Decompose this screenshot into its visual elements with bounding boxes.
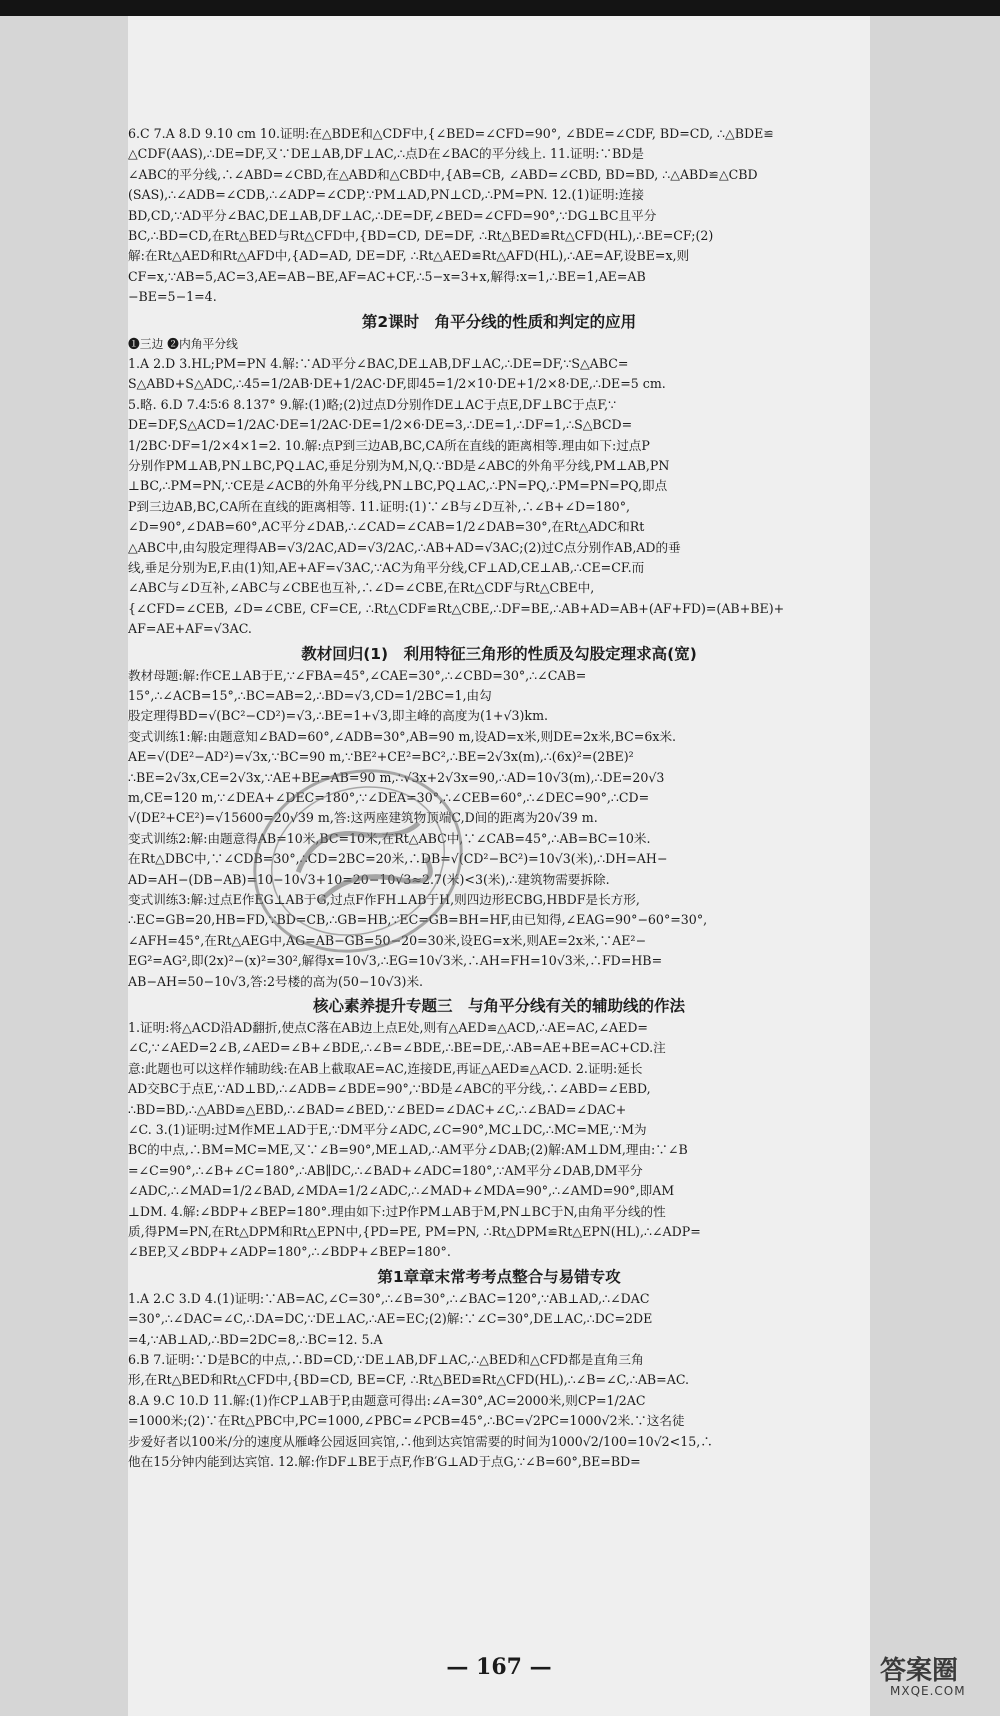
answer-line: ∴EC=GB=20,HB=FD,∵BD=CB,∴GB=HB,∵EC=GB=BH=HF,由已知得,∠EAG=90°−60°=30°, [128, 912, 708, 928]
page-number: — 167 — [446, 1654, 552, 1680]
answer-line: AF=AE+AF=√3AC. [128, 621, 252, 637]
answer-line: ❶三边 ❷内角平分线 [128, 336, 238, 351]
section-heading: 核心素养提升专题三 与角平分线有关的辅助线的作法 [312, 997, 685, 1015]
answer-line: ∴BD=BD,∴△ABD≌△EBD,∴∠BAD=∠BED,∵∠BED=∠DAC+∠C,∴∠BAD=∠DAC+ [128, 1101, 627, 1117]
answer-line: ∴BE=2√3x,CE=2√3x,∵AE+BE=AB=90 m,∴√3x+2√3x=90,∴AD=10√3(m),∴DE=20√3 [128, 769, 665, 785]
answer-line: BC的中点,∴BM=MC=ME,又∵∠B=90°,ME⊥AD,∴AM平分∠DAB;(2)解:AM⊥DM,理由:∵∠B [128, 1142, 688, 1158]
top-border [0, 0, 1000, 16]
answer-line: (SAS),∴∠ADB=∠CDB,∴∠ADP=∠CDP,∵PM⊥AD,PN⊥CD,∴PM=PN. 12.(1)证明:连接 [128, 187, 644, 203]
answer-line: √(DE²+CE²)=√15600=20√39 m,答:这两座建筑物顶端C,D间的距离为20√39 m. [128, 810, 598, 826]
answer-line: S△ABD+S△ADC,∴45=1/2AB·DE+1/2AC·DF,即45=1/2×10·DE+1/2×8·DE,∴DE=5 cm. [128, 376, 666, 392]
answer-line: 1.A 2.D 3.HL;PM=PN 4.解:∵AD平分∠BAC,DE⊥AB,DF⊥AC,∴DE=DF,∵S△ABC= [128, 356, 629, 371]
answer-line: ∠AFH=45°,在Rt△AEG中,AG=AB−GB=50−20=30米,设EG=x米,则AE=2x米,∵AE²− [128, 932, 646, 948]
answer-line: 1.证明:将△ACD沿AD翻折,使点C落在AB边上点E处,则有△AED≌△ACD,∴AE=AC,∠AED= [128, 1020, 648, 1035]
answer-line: 质,得PM=PN,在Rt△DPM和Rt△EPN中,{PD=PE, PM=PN, ∴Rt△DPM≌Rt△EPN(HL),∴∠ADP= [128, 1224, 701, 1239]
answer-line: 解:在Rt△AED和Rt△AFD中,{AD=AD, DE=DF, ∴Rt△AED≌Rt△AFD(HL),∴AE=AF,设BE=x,则 [128, 248, 690, 264]
answer-line: 变式训练1:解:由题意知∠BAD=60°,∠ADB=30°,AB=90 m,设AD=x米,则DE=2x米,BC=6x米. [128, 728, 677, 744]
answer-line: 形,在Rt△BED和Rt△CFD中,{BD=CD, BE=CF, ∴Rt△BED≌Rt△CFD(HL),∴∠B=∠C,∴AB=AC. [128, 1372, 690, 1388]
answer-line: ∠BEP,又∠BDP+∠ADP=180°,∴∠BDP+∠BEP=180°. [128, 1244, 451, 1260]
answer-line: ⊥DM. 4.解:∠BDP+∠BEP=180°.理由如下:过P作PM⊥AB于M,PN⊥BC于N,由角平分线的性 [128, 1203, 666, 1219]
answer-line: =1000米;(2)∵在Rt△PBC中,PC=1000,∠PBC=∠PCB=45°,∴BC=√2PC=1000√2米.∵这名徒 [128, 1413, 685, 1429]
answer-line: 他在15分钟内能到达宾馆. 12.解:作DF⊥BE于点F,作B′G⊥AD于点G,∵∠B=60°,BE=BD= [128, 1454, 641, 1469]
answer-page [128, 16, 870, 1716]
answer-line: AE=√(DE²−AD²)=√3x,∵BC=90 m,∵BE²+CE²=BC²,∴BE=2√3x(m),∴(6x)²=(2BE)² [128, 749, 634, 765]
answer-line: {∠CFD=∠CEB, ∠D=∠CBE, CF=CE, ∴Rt△CDF≌Rt△CBE,∴DF=BE,∴AB+AD=AB+(AF+FD)=(AB+BE)+ [128, 600, 785, 616]
answer-line: 1/2BC·DF=1/2×4×1=2. 10.解:点P到三边AB,BC,CA所在直线的距离相等.理由如下:过点P [128, 437, 650, 453]
answer-line: △ABC中,由勾股定理得AB=√3/2AC,AD=√3/2AC,∴AB+AD=√3AC;(2)过C点分别作AB,AD的垂 [128, 539, 681, 555]
site-watermark [880, 1650, 992, 1710]
watermark-url: MXQE.COM [890, 1684, 966, 1698]
answer-line: 5.略. 6.D 7.4∶5∶6 8.137° 9.解:(1)略;(2)过点D分别作DE⊥AC于点E,DF⊥BC于点F,∵ [128, 396, 617, 412]
answer-line: BC,∴BD=CD,在Rt△BED与Rt△CFD中,{BD=CD, DE=DF, ∴Rt△BED≌Rt△CFD(HL),∴BE=CF;(2) [128, 228, 714, 243]
answer-line: 教材母题:解:作CE⊥AB于E,∵∠FBA=45°,∠CAE=30°,∴∠CBD=30°,∴∠CAB= [128, 667, 587, 683]
answer-line: =∠C=90°,∴∠B+∠C=180°,∴AB∥DC,∴∠BAD+∠ADC=180°,∵AM平分∠DAB,DM平分 [128, 1162, 643, 1178]
answer-line: CF=x,∵AB=5,AC=3,AE=AB−BE,AF=AC+CF,∴5−x=3+x,解得:x=1,∴BE=1,AE=AB [128, 268, 646, 284]
section-heading: 教材回归(1) 利用特征三角形的性质及勾股定理求高(宽) [301, 644, 697, 663]
answer-line: ∠C. 3.(1)证明:过M作ME⊥AD于E,∵DM平分∠ADC,∠C=90°,MC⊥DC,∴MC=ME,∵M为 [128, 1122, 647, 1137]
answer-line: m,CE=120 m,∵∠DEA+∠DEC=180°,∵∠DEA=30°,∴∠CEB=60°,∴∠DEC=90°,∴CD= [128, 790, 650, 805]
answer-line: 6.C 7.A 8.D 9.10 cm 10.证明:在△BDE和△CDF中,{∠BED=∠CFD=90°, ∠BDE=∠CDF, BD=CD, ∴△BDE≌ [128, 126, 774, 141]
answer-line: 意:此题也可以这样作辅助线:在AB上截取AE=AC,连接DE,再证△AED≌△ACD. 2.证明:延长 [128, 1060, 643, 1076]
answer-line: ⊥BC,∴PM=PN,∵CE是∠ACB的外角平分线,PN⊥BC,PQ⊥AC,∴PN=PQ,∴PM=PN=PQ,即点 [128, 478, 668, 494]
answer-line: 股定理得BD=√(BC²−CD²)=√3,∴BE=1+√3,即主峰的高度为(1+√3)km. [128, 708, 549, 724]
answer-line: 变式训练2:解:由题意得AB=10米,BC=10米,在Rt△ABC中,∵∠CAB=45°,∴AB=BC=10米. [128, 830, 651, 846]
answer-line: 8.A 9.C 10.D 11.解:(1)作CP⊥AB于P,由题意可得出:∠A=30°,AC=2000米,则CP=1/2AC [128, 1392, 646, 1408]
answer-line: ∠ABC与∠D互补,∠ABC与∠CBE也互补,∴∠D=∠CBE,在Rt△CDF与Rt△CBE中, [128, 580, 595, 596]
answer-line: =30°,∴∠DAC=∠C,∴DA=DC,∵DE⊥AC,∴AE=EC;(2)解:∵∠C=30°,DE⊥AC,∴DC=2DE [128, 1311, 653, 1327]
answer-line: AD交BC于点E,∵AD⊥BD,∴∠ADB=∠BDE=90°,∵BD是∠ABC的平分线,∴∠ABD=∠EBD, [128, 1081, 651, 1097]
answer-line: 变式训练3:解:过点E作EG⊥AB于G,过点F作FH⊥AB于H,则四边形ECBG,HBDF是长方形, [128, 892, 640, 907]
answer-line: 1.A 2.C 3.D 4.(1)证明:∵AB=AC,∠C=30°,∴∠B=30°,∴∠BAC=120°,∵AB⊥AD,∴∠DAC [128, 1290, 650, 1306]
answer-line: 6.B 7.证明:∵D是BC的中点,∴BD=CD,∵DE⊥AB,DF⊥AC,∴△BED和△CFD都是直角三角 [128, 1352, 644, 1367]
section-heading: 第2课时 角平分线的性质和判定的应用 [361, 312, 637, 331]
answer-line: DE=DF,S△ACD=1/2AC·DE=1/2AC·DE=1/2×6·DE=3,∴DE=1,∴DF=1,∴S△BCD= [128, 417, 633, 433]
answer-line: 线,垂足分别为E,F.由(1)知,AE+AF=√3AC,∵AC为角平分线,CF⊥AD,CE⊥AB,∴CE=CF.而 [128, 560, 645, 575]
answer-line: =4,∵AB⊥AD,∴BD=2DC=8,∴BC=12. 5.A [128, 1331, 383, 1347]
answer-line: 15°,∴∠ACB=15°,∴BC=AB=2,∴BD=√3,CD=1/2BC=1,由勾 [128, 688, 492, 703]
answer-line: ∠ADC,∴∠MAD=1/2∠BAD,∠MDA=1/2∠ADC,∴∠MAD+∠MDA=90°,∴∠AMD=90°,即AM [128, 1183, 675, 1199]
answer-line: 步爱好者以100米/分的速度从雁峰公园返回宾馆,∴他到达宾馆需要的时间为1000√2/100=10√2<15,∴ [128, 1433, 713, 1449]
answer-line: BD,CD,∵AD平分∠BAC,DE⊥AB,DF⊥AC,∴DE=DF,∠BED=∠CFD=90°,∵DG⊥BC且平分 [128, 207, 657, 223]
answer-line: 在Rt△DBC中,∵∠CDB=30°,∴CD=2BC=20米,∴DB=√(CD²−BC²)=10√3(米),∴DH=AH− [128, 851, 668, 867]
answer-line: 分别作PM⊥AB,PN⊥BC,PQ⊥AC,垂足分别为M,N,Q.∵BD是∠ABC的外角平分线,PM⊥AB,PN [128, 458, 670, 473]
answer-line: AD=AH−(DB−AB)=10−10√3+10=20−10√3≈2.7(米)<3(米),∴建筑物需要拆除. [128, 871, 610, 887]
answer-line: EG²=AG²,即(2x)²−(x)²=30²,解得x=10√3,∴EG=10√3米,∴AH=FH=10√3米,∴FD=HB= [128, 953, 663, 969]
section-heading: 第1章章末常考考点整合与易错专攻 [377, 1267, 621, 1286]
answer-line: △CDF(AAS),∴DE=DF,又∵DE⊥AB,DF⊥AC,∴点D在∠BAC的平分线上. 11.证明:∵BD是 [128, 146, 644, 162]
answer-line: ∠ABC的平分线,∴∠ABD=∠CBD,在△ABD和△CBD中,{AB=CB, ∠ABD=∠CBD, BD=BD, ∴△ABD≌△CBD [128, 166, 758, 182]
answer-line: P到三边AB,BC,CA所在直线的距离相等. 11.证明:(1)∵∠B与∠D互补,∴∠B+∠D=180°, [128, 498, 630, 514]
answer-line: AB−AH=50−10√3,答:2号楼的高为(50−10√3)米. [128, 973, 424, 989]
answer-line: ∠D=90°,∠DAB=60°,AC平分∠DAB,∴∠CAD=∠CAB=1/2∠DAB=30°,在Rt△ADC和Rt [128, 519, 645, 535]
watermark-title: 答案圈 [880, 1656, 959, 1686]
answer-line: −BE=5−1=4. [128, 289, 217, 305]
answer-line: ∠C,∵∠AED=2∠B,∠AED=∠B+∠BDE,∴∠B=∠BDE,∴BE=DE,∴AB=AE+BE=AC+CD.注 [128, 1040, 666, 1056]
